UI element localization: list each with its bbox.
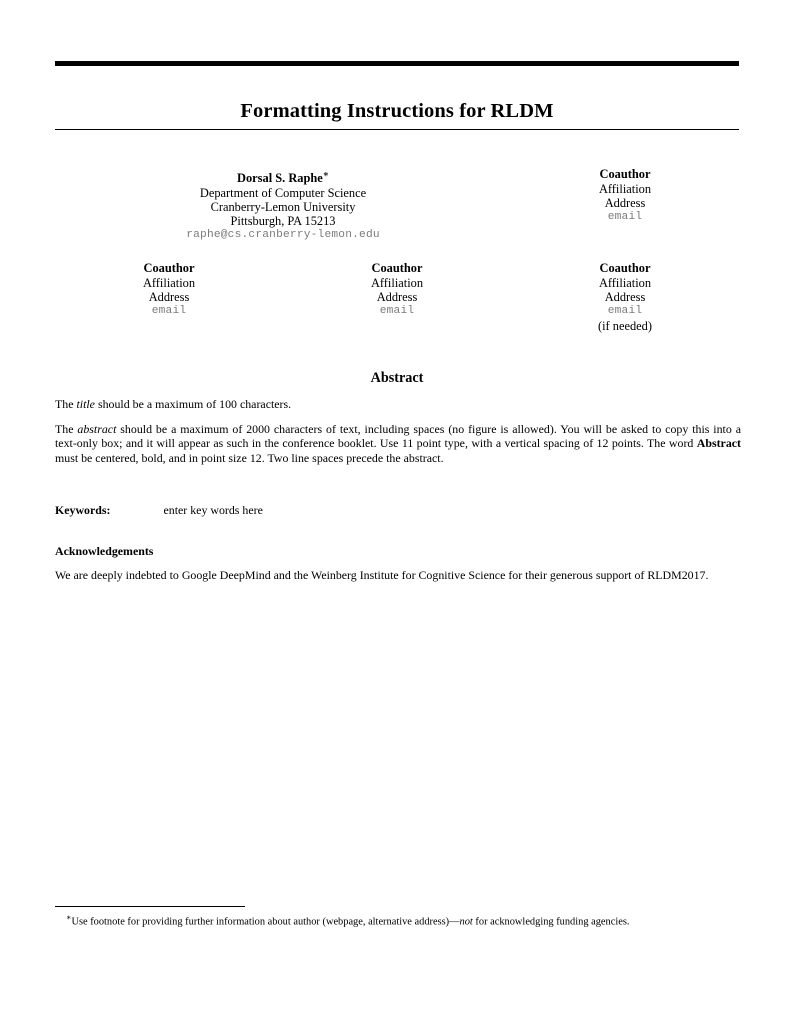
author-address: Address [604, 289, 646, 304]
abstract-p2-mid: should be a maximum of 2000 characters of text, including spaces (no figure is allowed). You will be asked to copy this into a text-only box; and it will appear as such in the conference booklet. Use 11 point type, with a vertical spacing of 12 points. The word [55, 421, 741, 451]
footnote-pre: Use footnote for providing further information about author (webpage, alternative address)— [71, 916, 460, 928]
author-address: Address [604, 195, 646, 210]
header-rule-thick [55, 61, 739, 66]
keywords-value: enter key words here [163, 503, 263, 517]
author-row-1 [55, 167, 739, 243]
author-affiliation: Affiliation [598, 275, 652, 290]
author-address: Address [148, 289, 190, 304]
author-email-note: (if needed) [597, 318, 652, 333]
abstract-p2-post: must be centered, bold, and in point size 12. Two line spaces precede the abstract. [55, 450, 444, 465]
author-entry [283, 261, 511, 333]
abstract-paragraph-2 [55, 422, 741, 466]
footnote-italic: not [459, 916, 473, 928]
author-address: Address [376, 289, 418, 304]
abstract-p1-post: should be a maximum of 100 characters. [94, 397, 292, 411]
footnote-separator-rule [55, 906, 245, 907]
author-email: email [151, 304, 187, 317]
author-email: email [607, 304, 643, 317]
footnote-post: for acknowledging funding agencies. [472, 916, 630, 928]
author-address: Pittsburgh, PA 15213 [230, 214, 336, 229]
author-entry [55, 261, 283, 333]
author-affiliation: Affiliation [598, 181, 652, 196]
abstract-body [55, 397, 741, 465]
abstract-p1-pre: The [55, 397, 77, 411]
author-name-text: Dorsal S. Raphe [237, 171, 323, 186]
abstract-heading: Abstract [370, 370, 424, 386]
author-email: email [607, 211, 643, 223]
author-institution: Cranberry-Lemon University [210, 199, 356, 214]
author-affiliation: Affiliation [142, 275, 196, 290]
author-row-2 [55, 261, 739, 333]
keywords-line [55, 503, 741, 518]
author-entry [511, 167, 739, 243]
abstract-p2-bold: Abstract [696, 436, 741, 451]
author-email: email [379, 304, 415, 317]
author-affiliation: Affiliation [370, 275, 424, 290]
author-affiliation: Department of Computer Science [199, 185, 367, 200]
author-entry [511, 261, 739, 333]
author-name: Coauthor [143, 260, 195, 275]
footnote-marker-icon: ∗ [66, 913, 72, 922]
header-rule-thin [55, 129, 739, 130]
author-block [55, 167, 739, 333]
keywords-label: Keywords: [55, 503, 111, 517]
author-email: raphe@cs.cranberry-lemon.edu [186, 229, 380, 242]
author-name: Coauthor [371, 260, 423, 275]
acknowledgements-body: We are deeply indebted to Google DeepMind and the Weinberg Institute for Cognitive Science for their generous support of RLDM2017. [55, 568, 709, 582]
abstract-paragraph-1 [55, 397, 741, 412]
abstract-p2-italic: abstract [77, 421, 117, 436]
abstract-p2-pre: The [55, 421, 78, 436]
footnote-marker-icon: ∗ [322, 169, 329, 179]
acknowledgements-heading: Acknowledgements [55, 544, 154, 558]
author-entry [55, 167, 511, 243]
footnote-text [55, 911, 741, 928]
abstract-p1-italic: title [76, 397, 95, 411]
author-name: Coauthor [599, 167, 651, 181]
author-name [55, 167, 511, 186]
page-title: Formatting Instructions for RLDM [240, 99, 554, 122]
author-name: Coauthor [599, 260, 651, 275]
